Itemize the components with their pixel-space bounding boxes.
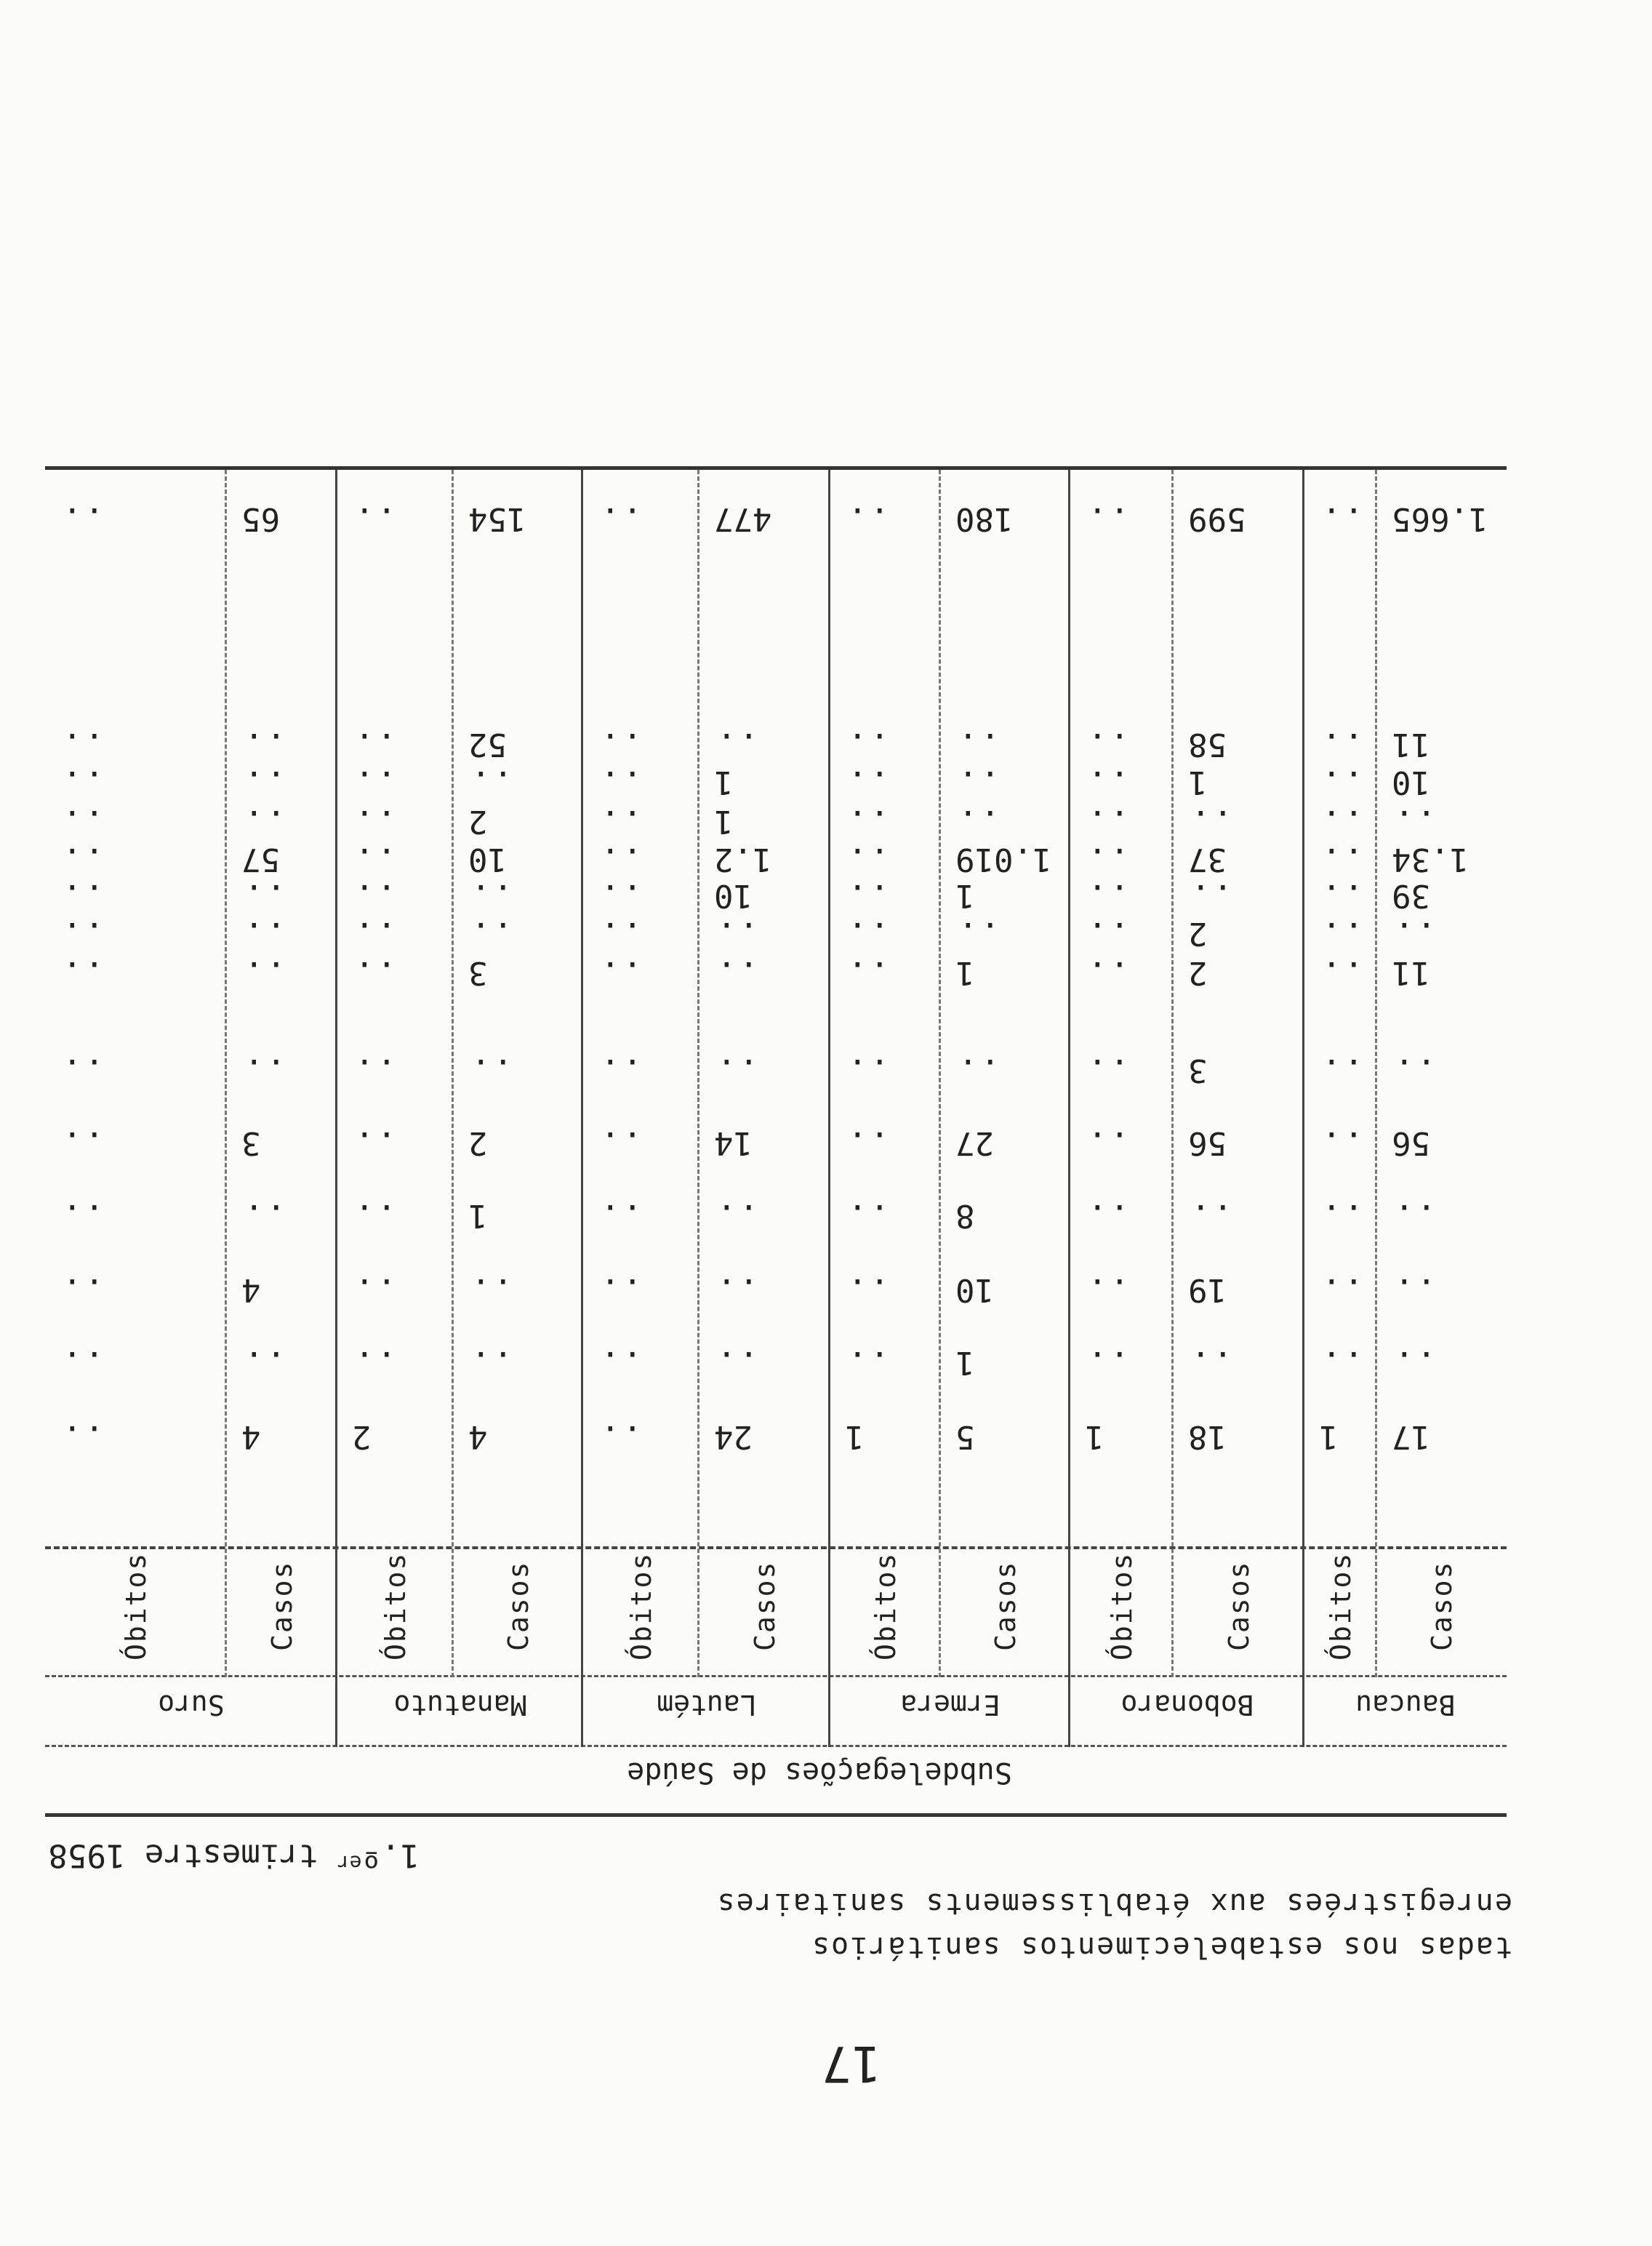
column-separator: [828, 470, 830, 1747]
table-cell: ..: [241, 1344, 286, 1381]
table-cell: ..: [714, 915, 758, 952]
table-cell: 1: [468, 1197, 488, 1234]
table-cell: ..: [1319, 803, 1363, 840]
table-cell: 14: [714, 1124, 753, 1162]
column-header-3: Casos: [1223, 1560, 1255, 1652]
table-cell: ..: [1319, 841, 1363, 878]
column-header-2: Óbitos: [1325, 1551, 1357, 1660]
table-cell: ..: [1392, 1271, 1436, 1308]
column-header-10: Óbitos: [380, 1551, 412, 1660]
total-cell: ..: [1085, 500, 1129, 537]
column-header-6: Óbitos: [870, 1551, 902, 1660]
table-cell: ..: [60, 1344, 104, 1381]
table-cell: ..: [598, 1344, 642, 1381]
subdelegation-rule: [45, 1675, 1507, 1677]
table-cell: ..: [1392, 1344, 1436, 1381]
table-cell: ..: [598, 841, 642, 878]
table-cell: ..: [60, 954, 104, 991]
table-cell: 24: [714, 1418, 753, 1455]
column-separator: [581, 470, 583, 1747]
table-cell: ..: [1085, 1197, 1129, 1234]
table-cell: ..: [352, 954, 396, 991]
table-cell: ..: [352, 1197, 396, 1234]
table-cell: ..: [1319, 915, 1363, 952]
caption-line-2: enregistrées aux établissements sanitaires: [715, 1887, 1512, 1920]
table-cell: ..: [468, 764, 513, 801]
table-cell: ..: [352, 726, 396, 763]
table-cell: 10: [714, 877, 753, 914]
table-cell: ..: [1085, 803, 1129, 840]
column-header-5: Casos: [990, 1560, 1022, 1652]
table-cell: ..: [845, 915, 889, 952]
table-cell: 52: [468, 726, 507, 763]
table-cell: ..: [241, 726, 286, 763]
table-cell: ..: [598, 954, 642, 991]
table-cell: ..: [955, 915, 1000, 952]
table-cell: ..: [241, 915, 286, 952]
table-cell: ..: [241, 877, 286, 914]
table-cell: ..: [955, 803, 1000, 840]
table-cell: ..: [598, 877, 642, 914]
table-cell: ..: [352, 877, 396, 914]
table-bottom-rule: [45, 466, 1507, 470]
table-cell: ..: [1392, 1197, 1436, 1234]
table-cell: 5: [955, 1418, 975, 1455]
table-cell: ..: [845, 1124, 889, 1162]
total-cell: ..: [845, 500, 889, 537]
table-cell: 1.34: [1392, 841, 1469, 878]
column-header-11: Casos: [266, 1560, 298, 1652]
table-cell: ..: [60, 764, 104, 801]
table-cell: 4: [468, 1418, 488, 1455]
table-cell: 1: [955, 1344, 975, 1381]
table-cell: 1: [1188, 764, 1208, 801]
table-cell: ..: [1085, 915, 1129, 952]
table-cell: ..: [468, 1344, 513, 1381]
table-cell: ..: [60, 726, 104, 763]
subdelegation-6: Suro: [158, 1689, 225, 1721]
table-cell: 57: [241, 841, 280, 878]
table-cell: 58: [1188, 726, 1227, 763]
table-cell: 19: [1188, 1271, 1227, 1308]
table-cell: 1: [1319, 1418, 1339, 1455]
table-cell: ..: [60, 1271, 104, 1308]
table-cell: ..: [1319, 1197, 1363, 1234]
table-cell: ..: [352, 915, 396, 952]
table-cell: ..: [845, 1344, 889, 1381]
column-header-7: Casos: [749, 1560, 781, 1652]
table-cell: ..: [352, 1124, 396, 1162]
table-cell: 39: [1392, 877, 1430, 914]
total-cell: 180: [955, 500, 1014, 537]
table-cell: ..: [1392, 1052, 1436, 1089]
table-cell: ..: [1085, 1344, 1129, 1381]
table-cell: ..: [60, 1197, 104, 1234]
column-separator: [335, 470, 337, 1747]
total-cell: 599: [1188, 500, 1246, 537]
table-cell: 2: [468, 1124, 488, 1162]
table-cell: ..: [598, 803, 642, 840]
table-cell: ..: [845, 803, 889, 840]
table-cell: 2: [1188, 954, 1208, 991]
total-cell: ..: [1319, 500, 1363, 537]
table-cell: ..: [1392, 915, 1436, 952]
table-cell: ..: [352, 1052, 396, 1089]
table-cell: ..: [1319, 726, 1363, 763]
column-header-9: Casos: [502, 1560, 534, 1652]
table-cell: ..: [60, 877, 104, 914]
total-cell: 1.665: [1392, 500, 1488, 537]
table-cell: ..: [714, 726, 758, 763]
table-cell: 1: [955, 877, 975, 914]
table-cell: ..: [60, 1124, 104, 1162]
period-text: trimestre 1958: [48, 1837, 337, 1874]
table-cell: ..: [1085, 1271, 1129, 1308]
table-cell: ..: [1319, 1124, 1363, 1162]
table-cell: 18: [1188, 1418, 1227, 1455]
subdelegation-3: Ermera: [900, 1689, 1001, 1721]
table-cell: ..: [468, 877, 513, 914]
table-cell: ..: [241, 764, 286, 801]
subdelegation-2: Bobonaro: [1120, 1689, 1254, 1721]
table-cell: ..: [845, 764, 889, 801]
table-cell: 4: [241, 1418, 261, 1455]
table-top-rule: [45, 1813, 1507, 1817]
table-cell: ..: [1085, 877, 1129, 914]
total-cell: 477: [714, 500, 772, 537]
table-cell: ..: [598, 726, 642, 763]
table-cell: ..: [714, 1052, 758, 1089]
table-cell: ..: [1085, 726, 1129, 763]
table-cell: ..: [845, 726, 889, 763]
table-cell: ..: [352, 764, 396, 801]
table-cell: ..: [1319, 1052, 1363, 1089]
table-cell: 4: [241, 1271, 261, 1308]
table-cell: ..: [60, 803, 104, 840]
table-cell: ..: [352, 1344, 396, 1381]
table-cell: ..: [60, 1418, 104, 1455]
total-cell: 154: [468, 500, 526, 537]
table-cell: ..: [241, 1052, 286, 1089]
table-cell: ..: [714, 1197, 758, 1234]
table-cell: ..: [60, 841, 104, 878]
table-cell: ..: [598, 1197, 642, 1234]
table-cell: ..: [241, 954, 286, 991]
group-rule: [45, 1745, 1507, 1747]
column-header-8: Óbitos: [625, 1551, 657, 1660]
table-cell: ..: [468, 1271, 513, 1308]
table-cell: ..: [845, 841, 889, 878]
table-cell: ..: [955, 1052, 1000, 1089]
table-cell: ..: [1085, 841, 1129, 878]
table-cell: 2: [352, 1418, 372, 1455]
table-cell: 1: [1085, 1418, 1104, 1455]
table-cell: ..: [1188, 803, 1232, 840]
table-cell: 11: [1392, 726, 1430, 763]
table-cell: ..: [60, 915, 104, 952]
table-cell: 2: [468, 803, 488, 840]
table-cell: ..: [598, 1271, 642, 1308]
table-cell: ..: [1319, 877, 1363, 914]
table-cell: ..: [845, 954, 889, 991]
table-cell: ..: [468, 1052, 513, 1089]
table-cell: 3: [241, 1124, 261, 1162]
total-cell: ..: [598, 500, 642, 537]
table-cell: 1: [714, 764, 734, 801]
table-cell: 10: [955, 1271, 994, 1308]
table-cell: ..: [1319, 954, 1363, 991]
column-separator: [1068, 470, 1070, 1747]
period-number: 1.º: [361, 1837, 420, 1874]
header-rule: [45, 1546, 1507, 1549]
table-cell: ..: [241, 1197, 286, 1234]
table-cell: ..: [955, 764, 1000, 801]
table-cell: ..: [598, 764, 642, 801]
table-cell: ..: [845, 1052, 889, 1089]
table-cell: 56: [1188, 1124, 1227, 1162]
page-number: 17: [822, 2034, 881, 2092]
table-cell: 1: [955, 954, 975, 991]
table-cell: 56: [1392, 1124, 1430, 1162]
table-cell: ..: [955, 726, 1000, 763]
table-cell: 1.2: [714, 841, 772, 878]
group-title: Subdelegações de Saúde: [627, 1756, 1012, 1789]
caption-line-1: tadas nos estabelecimentos sanitários: [810, 1930, 1512, 1964]
total-cell: ..: [352, 500, 396, 537]
table-cell: ..: [1319, 764, 1363, 801]
table-cell: ..: [598, 1418, 642, 1455]
table-cell: ..: [714, 1344, 758, 1381]
table-cell: ..: [1085, 1124, 1129, 1162]
table-cell: ..: [598, 1124, 642, 1162]
table-cell: 11: [1392, 954, 1430, 991]
table-cell: ..: [1188, 1197, 1232, 1234]
table-cell: ..: [1392, 803, 1436, 840]
total-cell: ..: [60, 500, 104, 537]
column-header-12: Óbitos: [120, 1551, 152, 1660]
table-cell: ..: [845, 1197, 889, 1234]
table-cell: ..: [241, 803, 286, 840]
table-cell: 2: [1188, 915, 1208, 952]
subdelegation-4: Lautém: [657, 1689, 757, 1721]
table-cell: 17: [1392, 1418, 1430, 1455]
table-cell: 3: [468, 954, 488, 991]
period-label: [48, 1837, 420, 1875]
table-cell: ..: [1085, 1052, 1129, 1089]
table-cell: ..: [60, 1052, 104, 1089]
table-cell: 3: [1188, 1052, 1208, 1089]
column-separator: [225, 470, 227, 1677]
table-cell: ..: [1188, 877, 1232, 914]
total-cell: 65: [241, 500, 280, 537]
table-cell: ..: [845, 1271, 889, 1308]
table-cell: ..: [352, 1271, 396, 1308]
table-cell: 37: [1188, 841, 1227, 878]
table-cell: ..: [598, 1052, 642, 1089]
table-cell: ..: [352, 803, 396, 840]
table-cell: 10: [1392, 764, 1430, 801]
table-cell: 1.019: [955, 841, 1052, 878]
table-cell: ..: [352, 841, 396, 878]
period-superscript: er: [337, 1851, 362, 1875]
table-cell: ..: [714, 1271, 758, 1308]
table-cell: 8: [955, 1197, 975, 1234]
table-cell: ..: [1188, 1344, 1232, 1381]
subdelegation-1: Baucau: [1355, 1689, 1456, 1721]
table-cell: 27: [955, 1124, 994, 1162]
table-cell: ..: [1085, 764, 1129, 801]
column-separator: [1302, 470, 1304, 1747]
table-cell: ..: [598, 915, 642, 952]
table-cell: ..: [845, 877, 889, 914]
table-cell: 10: [468, 841, 507, 878]
table-cell: 1: [845, 1418, 865, 1455]
column-header-4: Óbitos: [1106, 1551, 1138, 1660]
table-cell: 1: [714, 803, 734, 840]
table-cell: ..: [468, 915, 513, 952]
subdelegation-5: Manatuto: [393, 1689, 527, 1721]
column-header-1: Casos: [1426, 1560, 1458, 1652]
table-cell: ..: [1319, 1271, 1363, 1308]
table-cell: ..: [714, 954, 758, 991]
table-cell: ..: [1319, 1344, 1363, 1381]
table-cell: ..: [1085, 954, 1129, 991]
